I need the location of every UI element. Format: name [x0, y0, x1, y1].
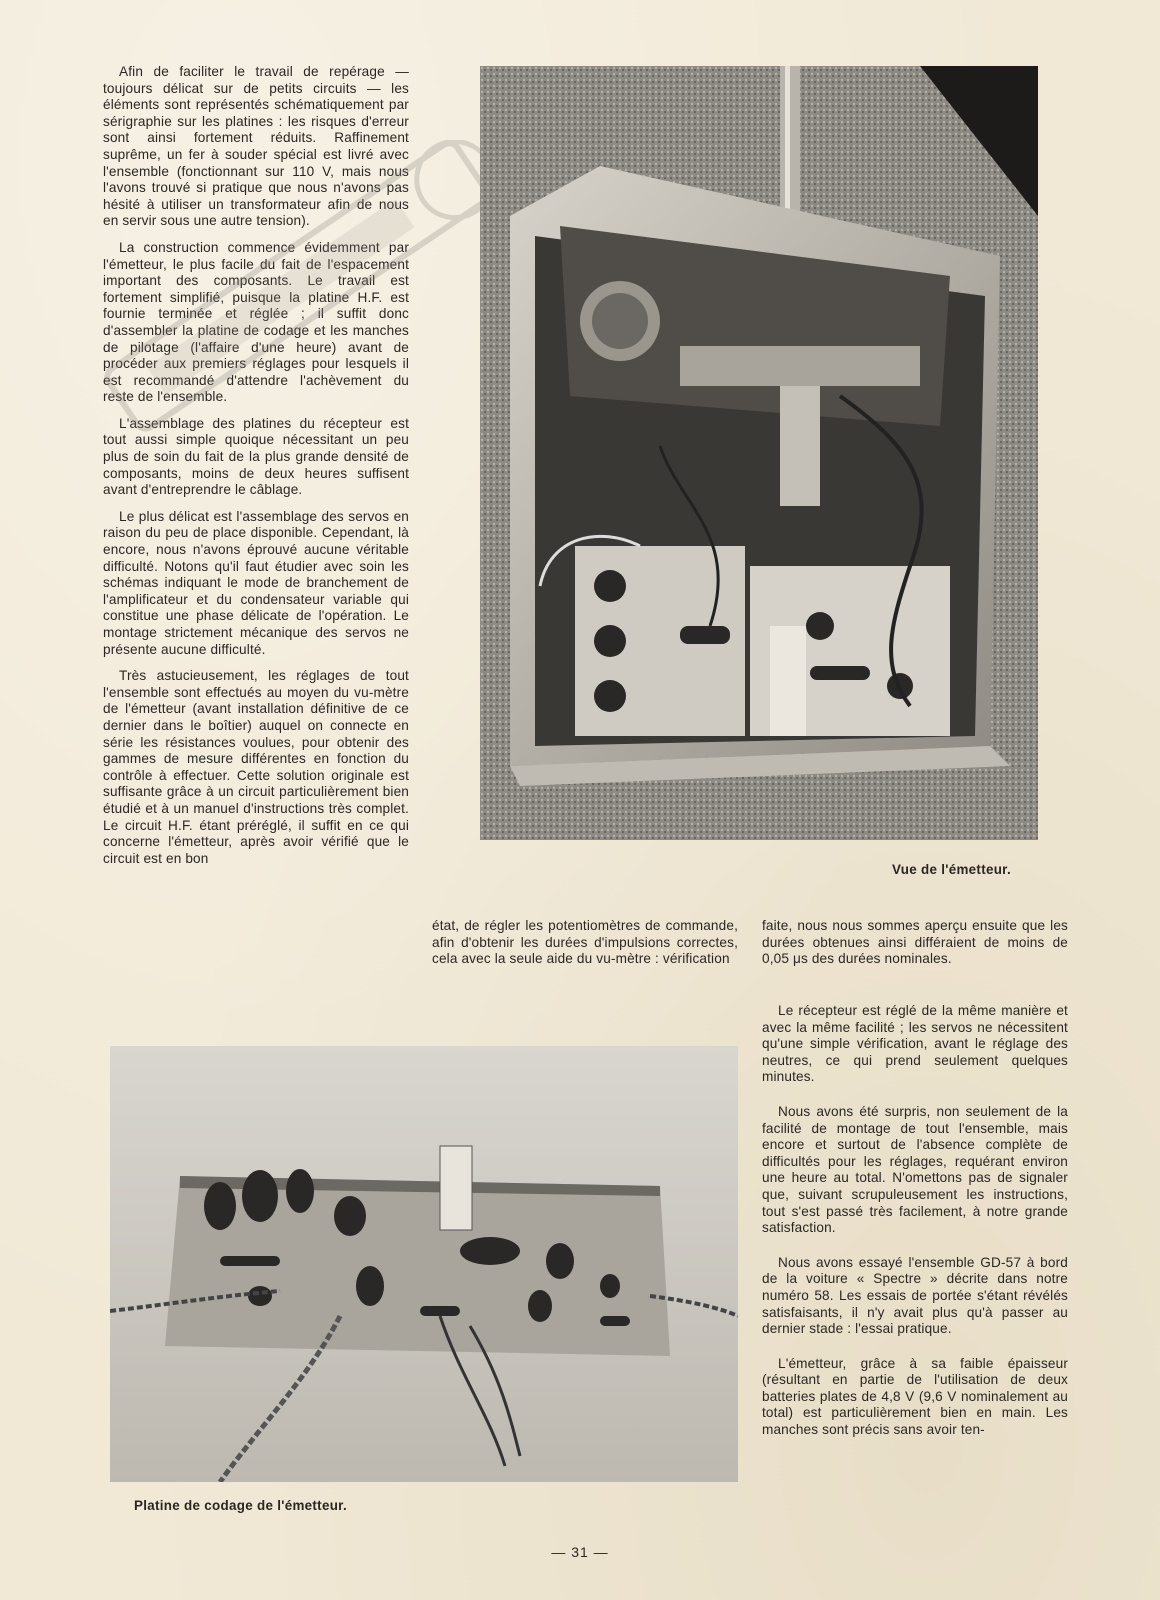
- left-text-column: [103, 64, 409, 877]
- paragraph: Nous avons été surpris, non seulement de la facilité de montage de tout l'ensemble, mais encore et surtout de l'absence complète de difficultés pour les réglages, requérant environ une heure au total. N'omettons pas de signaler que, suivant scrupuleusement les instructions, tout s'est passé très facilement, à notre grande satisfaction.: [762, 1103, 1068, 1236]
- middle-text-column: [432, 918, 738, 978]
- paragraph: Afin de faciliter le travail de repérage — toujours délicat sur de petits circuits — les éléments sont représentés schématiquement par sérigraphie sur les platines : les risques d'erreur sont ainsi fortement réduits. Raffinement suprême, un fer à souder spécial est livré avec l'ensemble (fonctionnant sur 110 V, mais nous l'avons trouvé si pratique que nous n'avons pas hésité à utiliser un transformateur afin de nous en servir sous une autre tension).: [103, 64, 409, 229]
- right-text-column: [762, 1003, 1068, 1457]
- paragraph: faite, nous nous sommes aperçu ensuite que les durées obtenues ainsi différaient de moins de 0,05 μs des durées nominales.: [762, 918, 1068, 967]
- emitter-photo-image: [480, 66, 1038, 840]
- right-top-text-column: [762, 918, 1068, 978]
- paragraph: L'émetteur, grâce à sa faible épaisseur (résultant en partie de l'utilisation de deux batteries plates de 4,8 V (9,6 V nominalement au total) est particulièrement bien en main. Les manches sont précis sans avoir ten-: [762, 1355, 1068, 1438]
- page-number: — 31 —: [551, 1544, 609, 1560]
- paragraph: état, de régler les potentiomètres de commande, afin d'obtenir les durées d'impulsions correctes, cela avec la seule aide du vu-mètre : vérification: [432, 918, 738, 967]
- paragraph: Le plus délicat est l'assemblage des servos en raison du peu de place disponible. Cependant, là encore, nous n'avons éprouvé aucune véritable difficulté. Notons qu'il faut étudier avec soin les schémas indiquant le mode de branchement de l'amplificateur et du condensateur variable qui constitue une phase délicate de l'opération. Le montage strictement mécanique des servos ne présente aucune difficulté.: [103, 508, 409, 657]
- emitter-photo: [480, 66, 1038, 840]
- paragraph: L'assemblage des platines du récepteur est tout aussi simple quoique nécessitant un peu plus de soin du fait de la plus grande densité de composants, moins de deux heures suffisent avant d'entreprendre le câblage.: [103, 415, 409, 498]
- coding-board-photo-image: [110, 1046, 738, 1482]
- coding-board-photo: [110, 1046, 738, 1482]
- paragraph: La construction commence évidemment par l'émetteur, le plus facile du fait de l'espacement important des composants. Le travail est fortement simplifié, puisque la platine H.F. est fournie terminée et réglée ; il suffit donc d'assembler la platine de codage et les manches de pilotage (l'affaire d'une heure) avant de procéder aux premiers réglages pour lesquels il est recommandé d'attendre l'achèvement du reste de l'ensemble.: [103, 239, 409, 405]
- coding-board-caption: Platine de codage de l'émetteur.: [134, 1498, 347, 1513]
- paragraph: Nous avons essayé l'ensemble GD-57 à bord de la voiture « Spectre » décrite dans notre numéro 58. Les essais de portée s'étant révélés satisfaisants, il n'y avait plus qu'à passer au dernier stade : l'essai pratique.: [762, 1254, 1068, 1337]
- paragraph: Très astucieusement, les réglages de tout l'ensemble sont effectués au moyen du vu-mètre de l'émetteur (avant installation définitive de ce dernier dans le boîtier) auquel on connecte en série les résistances voulues, pour obtenir des gammes de mesure différentes en fonction du contrôle à effectuer. Cette solution originale est suffisante grâce à un circuit particulièrement bien étudié et à un manuel d'instructions très complet. Le circuit H.F. étant préréglé, il suffit en ce qui concerne l'émetteur, après avoir vérifié que le circuit est en bon: [103, 668, 409, 866]
- paragraph: Le récepteur est réglé de la même manière et avec la même facilité ; les servos ne nécessitent qu'une simple vérification, avant le réglage des neutres, ce qui prend seulement quelques minutes.: [762, 1003, 1068, 1085]
- emitter-caption: Vue de l'émetteur.: [892, 862, 1011, 877]
